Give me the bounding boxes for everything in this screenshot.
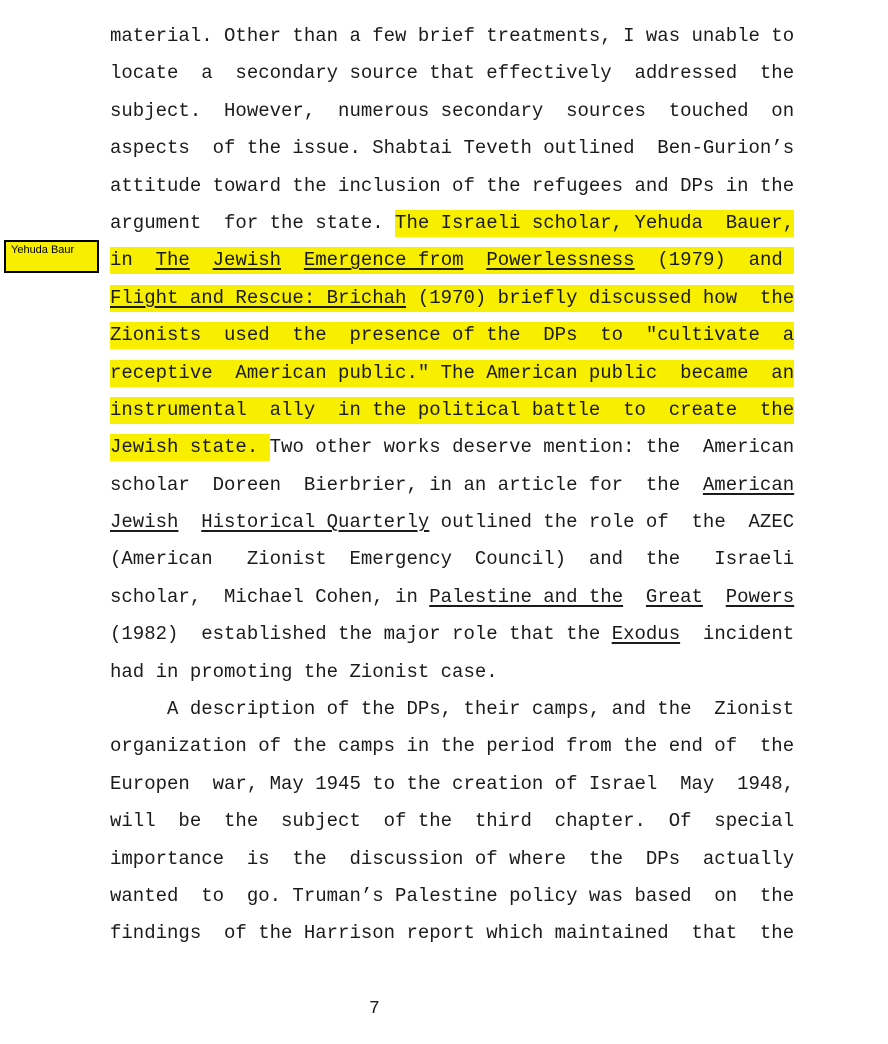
text-line bbox=[110, 317, 794, 354]
text-segment: locate a secondary source that effectively addressed the bbox=[110, 62, 795, 85]
highlighted-text: in bbox=[110, 247, 156, 274]
text-segment: incident bbox=[680, 623, 795, 646]
annotation-note bbox=[4, 240, 99, 273]
highlighted-text: (1979) and bbox=[635, 247, 795, 274]
underlined-title: Historical Quarterly bbox=[201, 511, 430, 534]
text-line bbox=[110, 18, 794, 55]
text-segment: findings of the Harrison report which maintained that the bbox=[110, 922, 795, 945]
text-line bbox=[110, 429, 794, 466]
text-segment: scholar, Michael Cohen, in bbox=[110, 585, 430, 608]
highlighted-text: Zionists used the presence of the DPs to "cultivate a bbox=[110, 322, 794, 349]
underlined-title: Jewish bbox=[213, 247, 281, 274]
text-line bbox=[110, 766, 794, 803]
text-line bbox=[110, 541, 794, 578]
text-line bbox=[110, 841, 794, 878]
text-segment: subject. However, numerous secondary sources touched on bbox=[110, 99, 795, 122]
highlighted-text: Jewish state. bbox=[110, 434, 270, 461]
text-line bbox=[110, 242, 794, 279]
text-segment: material. Other than a few brief treatments, I was unable to bbox=[110, 25, 795, 47]
text-line bbox=[110, 55, 794, 92]
text-line bbox=[110, 579, 794, 616]
text-line bbox=[110, 878, 794, 915]
text-line bbox=[110, 168, 794, 205]
text-line bbox=[110, 130, 794, 167]
highlighted-text: (1970) briefly discussed how the bbox=[406, 285, 794, 312]
text-segment: scholar Doreen Bierbrier, in an article for the bbox=[110, 473, 703, 496]
text-line bbox=[110, 205, 794, 242]
underlined-title: Powerlessness bbox=[486, 247, 634, 274]
highlighted-text bbox=[464, 247, 487, 274]
highlighted-text bbox=[190, 247, 213, 274]
underlined-title: Great bbox=[645, 585, 703, 608]
text-body bbox=[110, 18, 794, 953]
text-line bbox=[110, 280, 794, 317]
text-segment: (American Zionist Emergency Council) and the Israeli bbox=[110, 548, 795, 571]
text-segment: will be the subject of the third chapter. Of special bbox=[110, 810, 795, 833]
underlined-title: Palestine and the bbox=[429, 585, 624, 608]
text-segment: attitude toward the inclusion of the refugees and DPs in the bbox=[110, 174, 795, 197]
text-segment: Europen war, May 1945 to the creation of Israel May 1948, bbox=[110, 772, 795, 795]
text-segment bbox=[623, 586, 646, 608]
highlighted-text: The Israeli scholar, Yehuda Bauer, bbox=[395, 210, 794, 237]
text-line bbox=[110, 504, 794, 541]
text-segment: organization of the camps in the period from the end of the bbox=[110, 735, 795, 758]
text-segment bbox=[178, 511, 201, 533]
text-segment: outlined the role of the AZEC bbox=[429, 511, 795, 534]
underlined-title: Exodus bbox=[611, 623, 681, 646]
text-segment: had in promoting the Zionist case. bbox=[110, 660, 498, 683]
text-line bbox=[110, 915, 794, 952]
annotation-label: Yehuda Baur bbox=[11, 244, 75, 256]
underlined-title: American bbox=[702, 473, 795, 496]
text-segment: wanted to go. Truman’s Palestine policy was based on the bbox=[110, 884, 795, 907]
text-segment: (1982) established the major role that the bbox=[110, 623, 612, 646]
text-line bbox=[110, 355, 794, 392]
underlined-title: Emergence from bbox=[304, 247, 464, 274]
underlined-title: Powers bbox=[725, 585, 795, 608]
text-segment: Two other works deserve mention: the American bbox=[269, 436, 795, 459]
text-line bbox=[110, 392, 794, 429]
text-line bbox=[110, 93, 794, 130]
text-segment: aspects of the issue. Shabtai Teveth outlined Ben-Gurion’s bbox=[110, 137, 795, 160]
text-line bbox=[110, 616, 794, 653]
underlined-title: Jewish bbox=[110, 511, 179, 534]
underlined-title: Flight and Rescue: Brichah bbox=[110, 285, 406, 312]
highlighted-text: receptive American public." The American public became an bbox=[110, 360, 794, 387]
text-line bbox=[110, 654, 794, 691]
text-segment: importance is the discussion of where the DPs actually bbox=[110, 847, 795, 870]
highlighted-text: instrumental ally in the political battle to create the bbox=[110, 397, 794, 424]
text-line bbox=[110, 691, 794, 728]
highlighted-text bbox=[281, 247, 304, 274]
text-line bbox=[110, 803, 794, 840]
text-segment: argument for the state. bbox=[110, 211, 396, 234]
text-segment bbox=[703, 586, 726, 608]
text-line bbox=[110, 467, 794, 504]
page-number: 7 bbox=[369, 999, 380, 1019]
text-line bbox=[110, 728, 794, 765]
text-segment: A description of the DPs, their camps, and the Zionist bbox=[110, 698, 795, 721]
underlined-title: The bbox=[156, 247, 190, 274]
